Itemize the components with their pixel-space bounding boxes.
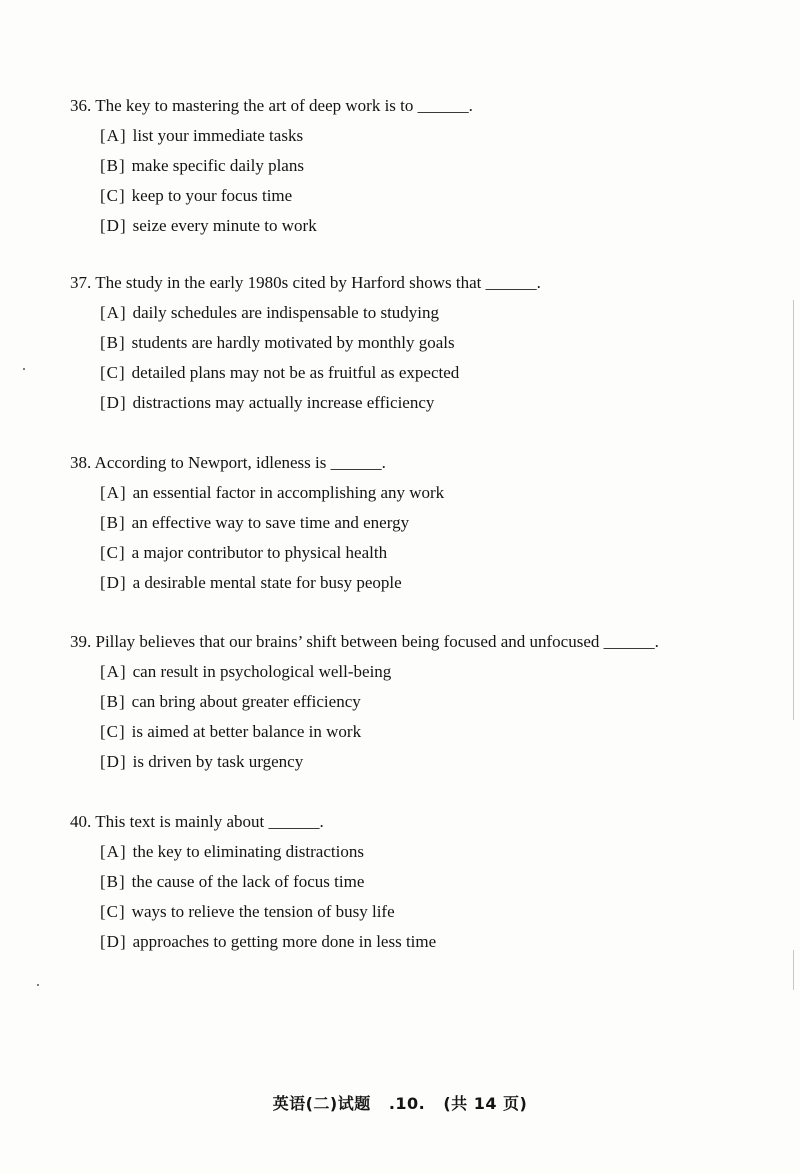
- question-39: [70, 627, 770, 777]
- option-c: [70, 717, 770, 747]
- option-letter: [C]: [100, 722, 126, 741]
- option-text: list your immediate tasks: [132, 126, 304, 145]
- option-letter: [B]: [100, 156, 126, 175]
- option-a: [70, 121, 770, 151]
- option-b: [70, 151, 770, 181]
- option-list: [70, 837, 770, 957]
- option-c: [70, 538, 770, 568]
- option-a: [70, 298, 770, 328]
- option-text: distractions may actually increase efficiency: [132, 393, 435, 412]
- option-a: [70, 837, 770, 867]
- option-letter: [B]: [100, 513, 126, 532]
- option-text: a desirable mental state for busy people: [132, 573, 402, 592]
- option-text: daily schedules are indispensable to studying: [132, 303, 440, 322]
- option-list: [70, 298, 770, 418]
- option-text: ways to relieve the tension of busy life: [131, 902, 395, 921]
- question-stem: 36. The key to mastering the art of deep work is to ______.: [70, 96, 473, 115]
- question-40: [70, 807, 770, 957]
- footer-total-pages: (共 14 页): [443, 1094, 528, 1113]
- question-stem: 37. The study in the early 1980s cited by Harford shows that ______.: [70, 273, 541, 292]
- option-c: [70, 181, 770, 211]
- option-text: can result in psychological well-being: [132, 662, 392, 681]
- page-footer: [0, 1091, 800, 1114]
- option-b: [70, 867, 770, 897]
- option-text: detailed plans may not be as fruitful as expected: [131, 363, 460, 382]
- option-letter: [A]: [100, 842, 127, 861]
- option-letter: [A]: [100, 483, 127, 502]
- option-text: is driven by task urgency: [132, 752, 304, 771]
- scan-speck: [23, 368, 25, 370]
- option-c: [70, 358, 770, 388]
- option-letter: [A]: [100, 126, 127, 145]
- option-letter: [D]: [100, 393, 127, 412]
- option-d: [70, 568, 770, 598]
- option-d: [70, 927, 770, 957]
- option-list: [70, 121, 770, 241]
- option-letter: [C]: [100, 186, 126, 205]
- option-b: [70, 687, 770, 717]
- option-list: [70, 657, 770, 777]
- option-text: seize every minute to work: [132, 216, 317, 235]
- option-text: the cause of the lack of focus time: [131, 872, 365, 891]
- option-d: [70, 388, 770, 418]
- footer-subject: 英语(二)试题: [272, 1094, 371, 1113]
- option-a: [70, 478, 770, 508]
- question-36: [70, 91, 770, 241]
- question-stem: 40. This text is mainly about ______.: [70, 812, 324, 831]
- question-37: [70, 268, 770, 418]
- scan-edge-line: [793, 300, 794, 720]
- option-b: [70, 508, 770, 538]
- footer-page-number: .10.: [388, 1094, 426, 1113]
- option-c: [70, 897, 770, 927]
- option-text: can bring about greater efficiency: [131, 692, 361, 711]
- option-letter: [C]: [100, 902, 126, 921]
- option-letter: [D]: [100, 573, 127, 592]
- option-text: keep to your focus time: [131, 186, 293, 205]
- scan-edge-line: [793, 950, 794, 990]
- option-text: make specific daily plans: [131, 156, 304, 175]
- question-stem: 39. Pillay believes that our brains’ shift between being focused and unfocused ______.: [70, 632, 659, 651]
- option-letter: [D]: [100, 932, 127, 951]
- option-text: an effective way to save time and energy: [131, 513, 410, 532]
- option-letter: [B]: [100, 872, 126, 891]
- option-text: an essential factor in accomplishing any work: [132, 483, 445, 502]
- option-b: [70, 328, 770, 358]
- option-d: [70, 211, 770, 241]
- scan-speck: [37, 984, 39, 986]
- option-letter: [B]: [100, 692, 126, 711]
- option-d: [70, 747, 770, 777]
- option-letter: [D]: [100, 752, 127, 771]
- option-text: is aimed at better balance in work: [131, 722, 362, 741]
- option-letter: [B]: [100, 333, 126, 352]
- option-text: approaches to getting more done in less time: [132, 932, 437, 951]
- option-letter: [A]: [100, 662, 127, 681]
- option-text: a major contributor to physical health: [131, 543, 388, 562]
- option-letter: [C]: [100, 543, 126, 562]
- option-text: students are hardly motivated by monthly goals: [131, 333, 455, 352]
- option-text: the key to eliminating distractions: [132, 842, 364, 861]
- option-a: [70, 657, 770, 687]
- option-letter: [A]: [100, 303, 127, 322]
- option-letter: [C]: [100, 363, 126, 382]
- option-letter: [D]: [100, 216, 127, 235]
- option-list: [70, 478, 770, 598]
- question-stem: 38. According to Newport, idleness is ______.: [70, 453, 386, 472]
- question-38: [70, 448, 770, 598]
